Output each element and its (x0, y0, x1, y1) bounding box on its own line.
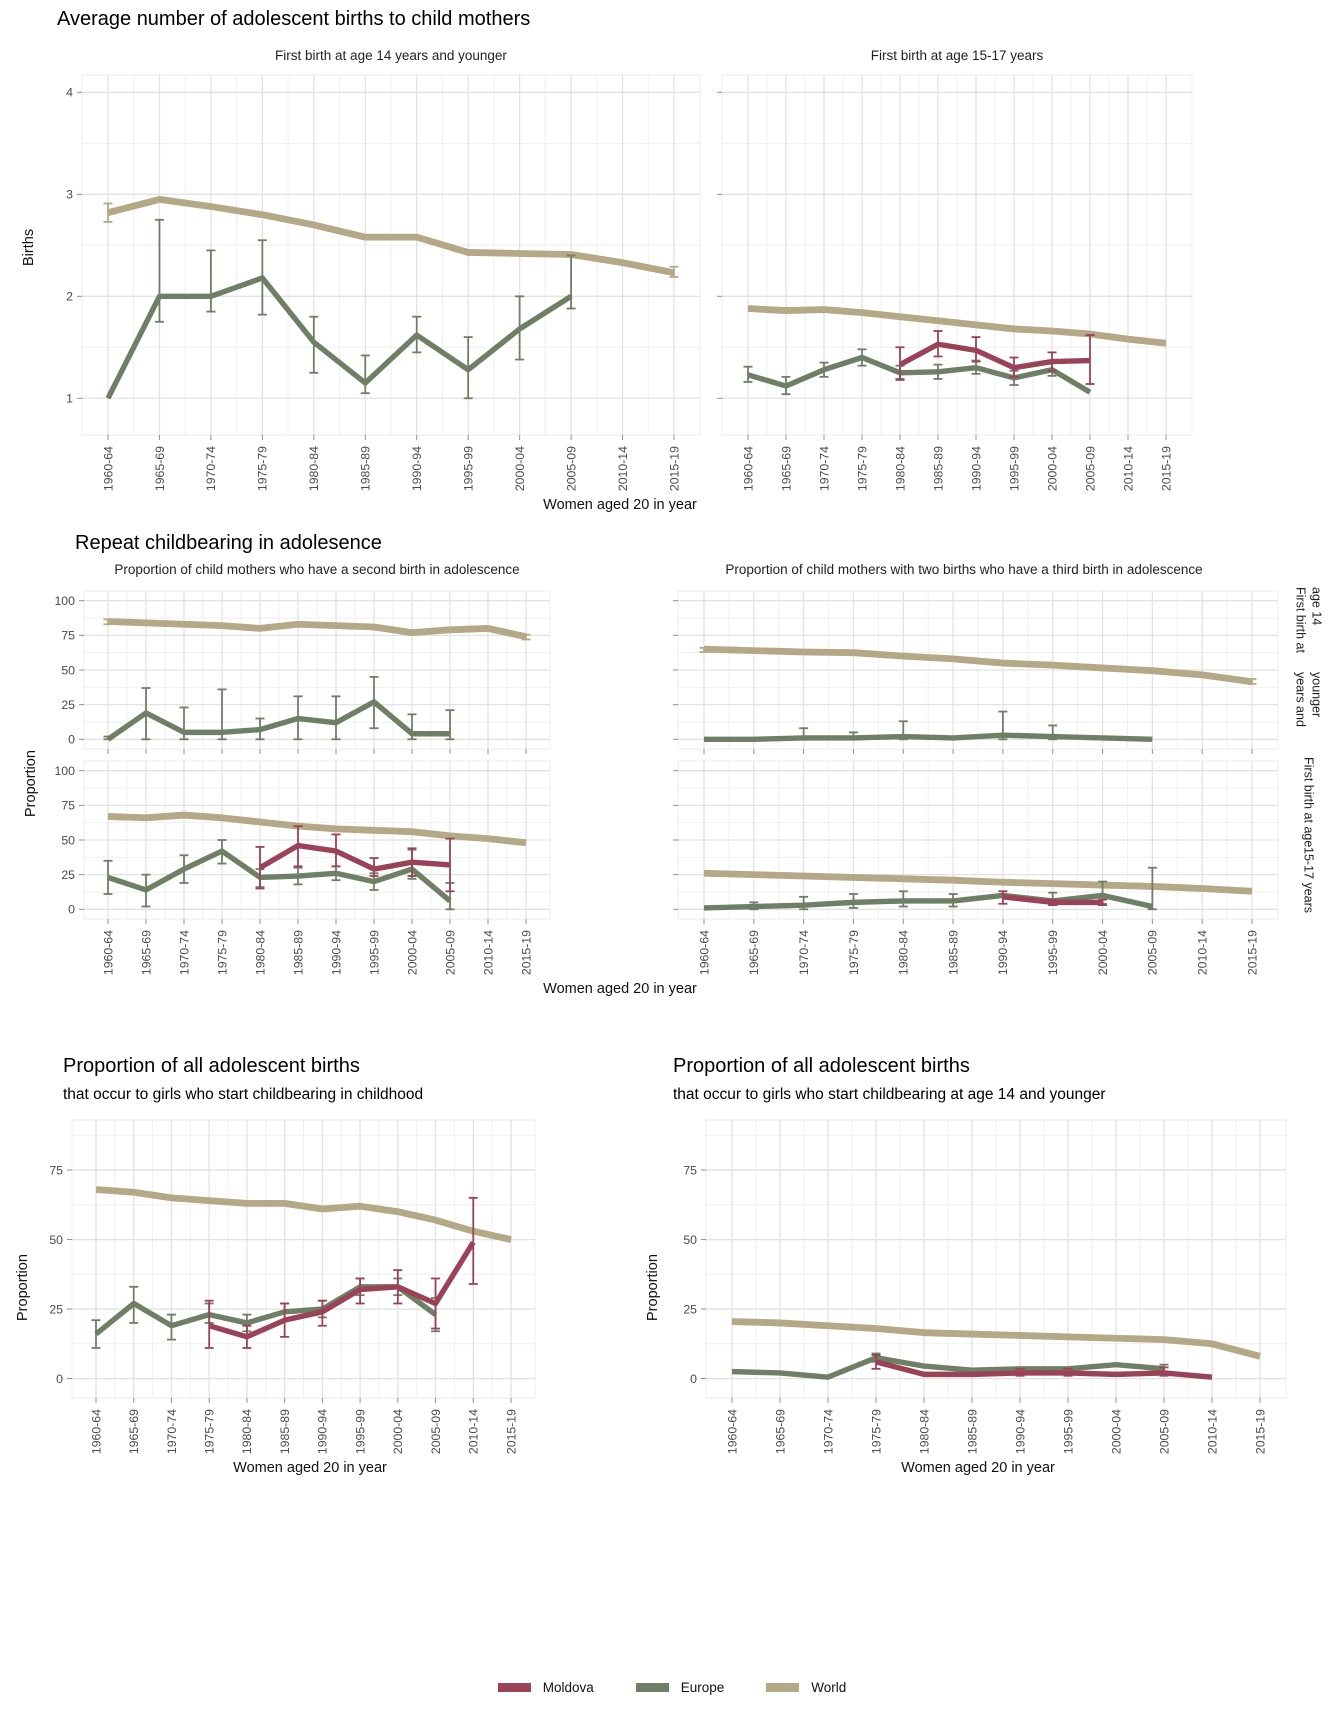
y-tick-label: 25 (61, 867, 75, 882)
series-europe (108, 219, 576, 397)
error-bar-europe (361, 355, 370, 393)
legend-item-europe (636, 1680, 725, 1695)
x-tick-label: 1995-99 (1046, 929, 1061, 975)
legend-swatch-world (766, 1683, 799, 1692)
x-tick-label: 1980-84 (253, 929, 268, 975)
y-tick-label: 75 (61, 628, 75, 643)
x-tick-label: 2015-19 (519, 929, 534, 975)
column-title-third-birth: Proportion of child mothers with two births who have a third birth in adolescence (725, 562, 1203, 577)
y-axis-title-proportion: Proportion (15, 1254, 31, 1322)
gridlines (678, 761, 1278, 919)
y-tick-label: 75 (61, 798, 75, 813)
gridlines (678, 591, 1278, 749)
section-births-title: Average number of adolescent births to child mothers (57, 8, 531, 30)
x-tick-label: 1990-94 (1013, 1409, 1028, 1455)
error-bar-europe (206, 250, 215, 311)
x-tick-label: 2005-09 (1157, 1409, 1172, 1455)
x-tick-label: 1960-64 (89, 1409, 104, 1455)
x-tick-label: 1990-94 (410, 445, 425, 491)
x-axis-title: Women aged 20 in year (543, 980, 697, 997)
y-tick-label: 25 (683, 1302, 697, 1317)
y-tick-label: 25 (49, 1302, 63, 1317)
x-tick-label: 2000-04 (512, 445, 527, 491)
x-tick-label: 2000-04 (1109, 1409, 1124, 1455)
x-tick-label: 2005-09 (564, 445, 579, 491)
x-tick-labels (725, 1409, 1267, 1454)
y-axis-title-proportion: Proportion (645, 1254, 661, 1322)
x-tick-label: 2005-09 (1145, 929, 1160, 975)
x-tick-label: 1980-84 (893, 445, 908, 491)
panel-title: First birth at age 15-17 years (870, 48, 1044, 63)
y-tick-labels (683, 1163, 697, 1386)
x-tick-label: 1985-89 (291, 929, 306, 975)
x-tick-label: 2010-14 (1195, 929, 1210, 975)
strip-line: 15-17 years (1301, 846, 1316, 913)
x-tick-label: 2000-04 (1045, 445, 1060, 491)
error-bar-europe (332, 696, 341, 739)
y-axis-title-proportion: Proportion (23, 750, 39, 817)
panel-share-title: Proportion of all adolescent births (63, 1055, 360, 1077)
chart-share-childhood (36, 1116, 541, 1460)
series-line-europe (704, 735, 1152, 739)
x-tick-label: 1965-69 (152, 445, 167, 491)
x-tick-label: 1970-74 (164, 1409, 179, 1455)
y-tick-label: 2 (66, 289, 73, 304)
strip-line: years and younger (1293, 672, 1324, 728)
y-tick-label: 100 (54, 763, 75, 778)
x-tick-label: 2010-14 (466, 1409, 481, 1455)
x-tick-label: 2010-14 (481, 929, 496, 975)
x-tick-label: 1985-89 (965, 1409, 980, 1455)
x-tick-label: 2015-19 (504, 1409, 519, 1455)
x-tick-label: 1970-74 (821, 1409, 836, 1455)
x-tick-label: 1965-69 (127, 1409, 142, 1455)
y-tick-label: 75 (49, 1163, 63, 1178)
x-tick-label: 1970-74 (796, 929, 811, 975)
section-repeat-title: Repeat childbearing in adolesence (75, 532, 382, 554)
x-tick-label: 1995-99 (461, 445, 476, 491)
x-axis-title: Women aged 20 in year (233, 1460, 387, 1476)
chart-third-birth-1517 (666, 757, 1284, 981)
x-tick-label: 1995-99 (1007, 445, 1022, 491)
x-tick-label: 2000-04 (1095, 929, 1110, 975)
x-tick-label: 2010-14 (615, 445, 630, 491)
x-axis-title: Women aged 20 in year (543, 496, 697, 513)
column-title-second-birth: Proportion of child mothers who have a second birth in adolescence (114, 562, 520, 577)
axis-ticks (673, 600, 1252, 753)
y-tick-label: 50 (683, 1232, 697, 1247)
y-tick-label: 0 (68, 902, 75, 917)
x-tick-label: 1995-99 (367, 929, 382, 975)
x-tick-label: 1995-99 (1061, 1409, 1076, 1455)
x-tick-label: 1960-64 (741, 445, 756, 491)
legend-label: Europe (680, 1680, 725, 1695)
x-tick-label: 1965-69 (779, 445, 794, 491)
x-tick-label: 1965-69 (139, 929, 154, 975)
x-tick-label: 1975-79 (869, 1409, 884, 1455)
legend-item-moldova (498, 1680, 594, 1695)
facet-strip-1517 (1292, 757, 1325, 921)
x-tick-label: 1970-74 (204, 445, 219, 491)
x-tick-labels (741, 445, 1173, 490)
x-tick-label: 1990-94 (315, 1409, 330, 1455)
x-tick-label: 1980-84 (896, 929, 911, 975)
x-tick-label: 1975-79 (855, 445, 870, 491)
y-axis-title-births: Births (21, 228, 37, 266)
y-tick-label: 4 (66, 85, 73, 100)
legend-label: Moldova (542, 1680, 594, 1695)
y-tick-label: 50 (49, 1232, 63, 1247)
x-tick-label: 1980-84 (240, 1409, 255, 1455)
legend (0, 1680, 1344, 1695)
legend-label: World (811, 1680, 847, 1695)
panel-births-1517 (710, 47, 1198, 497)
panel-share-subtitle: that occur to girls who start childbearing in childhood (63, 1086, 424, 1103)
x-tick-label: 2000-04 (391, 1409, 406, 1455)
x-tick-label: 1975-79 (846, 929, 861, 975)
x-tick-label: 1990-94 (996, 929, 1011, 975)
panel-births-u14 (42, 47, 706, 497)
x-tick-label: 1980-84 (917, 1409, 932, 1455)
x-tick-label: 2005-09 (443, 929, 458, 975)
y-tick-label: 25 (61, 697, 75, 712)
x-tick-label: 1990-94 (969, 445, 984, 491)
chart-second-birth-1517 (44, 757, 556, 981)
x-tick-label: 1985-89 (946, 929, 961, 975)
y-tick-label: 100 (54, 593, 75, 608)
legend-item-world (766, 1680, 846, 1695)
x-tick-label: 2005-09 (428, 1409, 443, 1455)
x-tick-label: 1960-64 (697, 929, 712, 975)
x-tick-label: 1990-94 (329, 929, 344, 975)
panel-share-title: Proportion of all adolescent births (673, 1055, 970, 1077)
x-tick-label: 2000-04 (405, 929, 420, 975)
strip-line: First birth at age 14 (1293, 586, 1324, 653)
panel-share-u14 (640, 1055, 1320, 1476)
chart-second-birth-u14 (44, 587, 556, 755)
y-tick-label: 0 (56, 1371, 63, 1386)
y-tick-label: 0 (68, 732, 75, 747)
legend-swatch-moldova (498, 1683, 531, 1692)
x-tick-label: 1975-79 (255, 445, 270, 491)
gridlines (706, 1120, 1286, 1398)
x-tick-label: 1960-64 (101, 929, 116, 975)
y-tick-label: 50 (61, 832, 75, 847)
y-tick-label: 50 (61, 662, 75, 677)
strip-line: First birth at age (1301, 756, 1316, 847)
gridlines (82, 75, 700, 435)
y-tick-labels (54, 594, 75, 747)
x-tick-label: 2015-19 (667, 445, 682, 491)
x-tick-labels (697, 929, 1259, 974)
y-tick-label: 3 (66, 187, 73, 202)
x-tick-label: 2010-14 (1205, 1409, 1220, 1455)
x-tick-labels (89, 1409, 518, 1454)
panel-share-subtitle: that occur to girls who start childbearing at age 14 and younger (673, 1086, 1106, 1103)
chart-share-u14 (666, 1116, 1292, 1460)
x-tick-label: 1995-99 (353, 1409, 368, 1455)
axis-ticks (77, 92, 674, 440)
section-repeat (0, 532, 1344, 997)
chart-third-birth-u14 (666, 587, 1284, 755)
panel-title: First birth at age 14 years and younger (275, 48, 507, 63)
x-tick-label: 1965-69 (747, 929, 762, 975)
x-tick-label: 2015-19 (1159, 445, 1174, 491)
x-tick-label: 2005-09 (1083, 445, 1098, 491)
chart-births-u14 (42, 71, 706, 497)
x-tick-label: 1970-74 (177, 929, 192, 975)
error-bar-moldova (469, 1198, 478, 1284)
x-tick-labels (101, 445, 681, 490)
x-tick-labels (101, 929, 533, 974)
gridlines (84, 591, 550, 749)
x-tick-label: 1975-79 (215, 929, 230, 975)
x-tick-label: 1985-89 (277, 1409, 292, 1455)
x-tick-label: 1960-64 (101, 445, 116, 491)
x-tick-label: 2010-14 (1121, 445, 1136, 491)
x-tick-label: 1980-84 (307, 445, 322, 491)
chart-births-1517 (710, 71, 1198, 497)
facet-strip-u14 (1292, 587, 1325, 755)
x-tick-label: 1965-69 (773, 1409, 788, 1455)
legend-swatch-europe (636, 1683, 669, 1692)
x-tick-label: 1975-79 (202, 1409, 217, 1455)
x-tick-label: 1985-89 (358, 445, 373, 491)
x-tick-label: 2015-19 (1245, 929, 1260, 975)
panel-share-childhood (10, 1055, 610, 1476)
x-tick-label: 1985-89 (931, 445, 946, 491)
y-tick-label: 0 (690, 1371, 697, 1386)
y-tick-labels (49, 1163, 63, 1386)
x-tick-label: 1960-64 (725, 1409, 740, 1455)
section-births (0, 8, 1344, 513)
x-tick-label: 1970-74 (817, 445, 832, 491)
y-tick-label: 1 (66, 391, 73, 406)
x-tick-label: 2015-19 (1253, 1409, 1268, 1455)
y-tick-label: 75 (683, 1163, 697, 1178)
x-axis-title: Women aged 20 in year (901, 1460, 1055, 1476)
y-tick-labels (54, 764, 75, 917)
y-tick-labels (66, 85, 73, 405)
